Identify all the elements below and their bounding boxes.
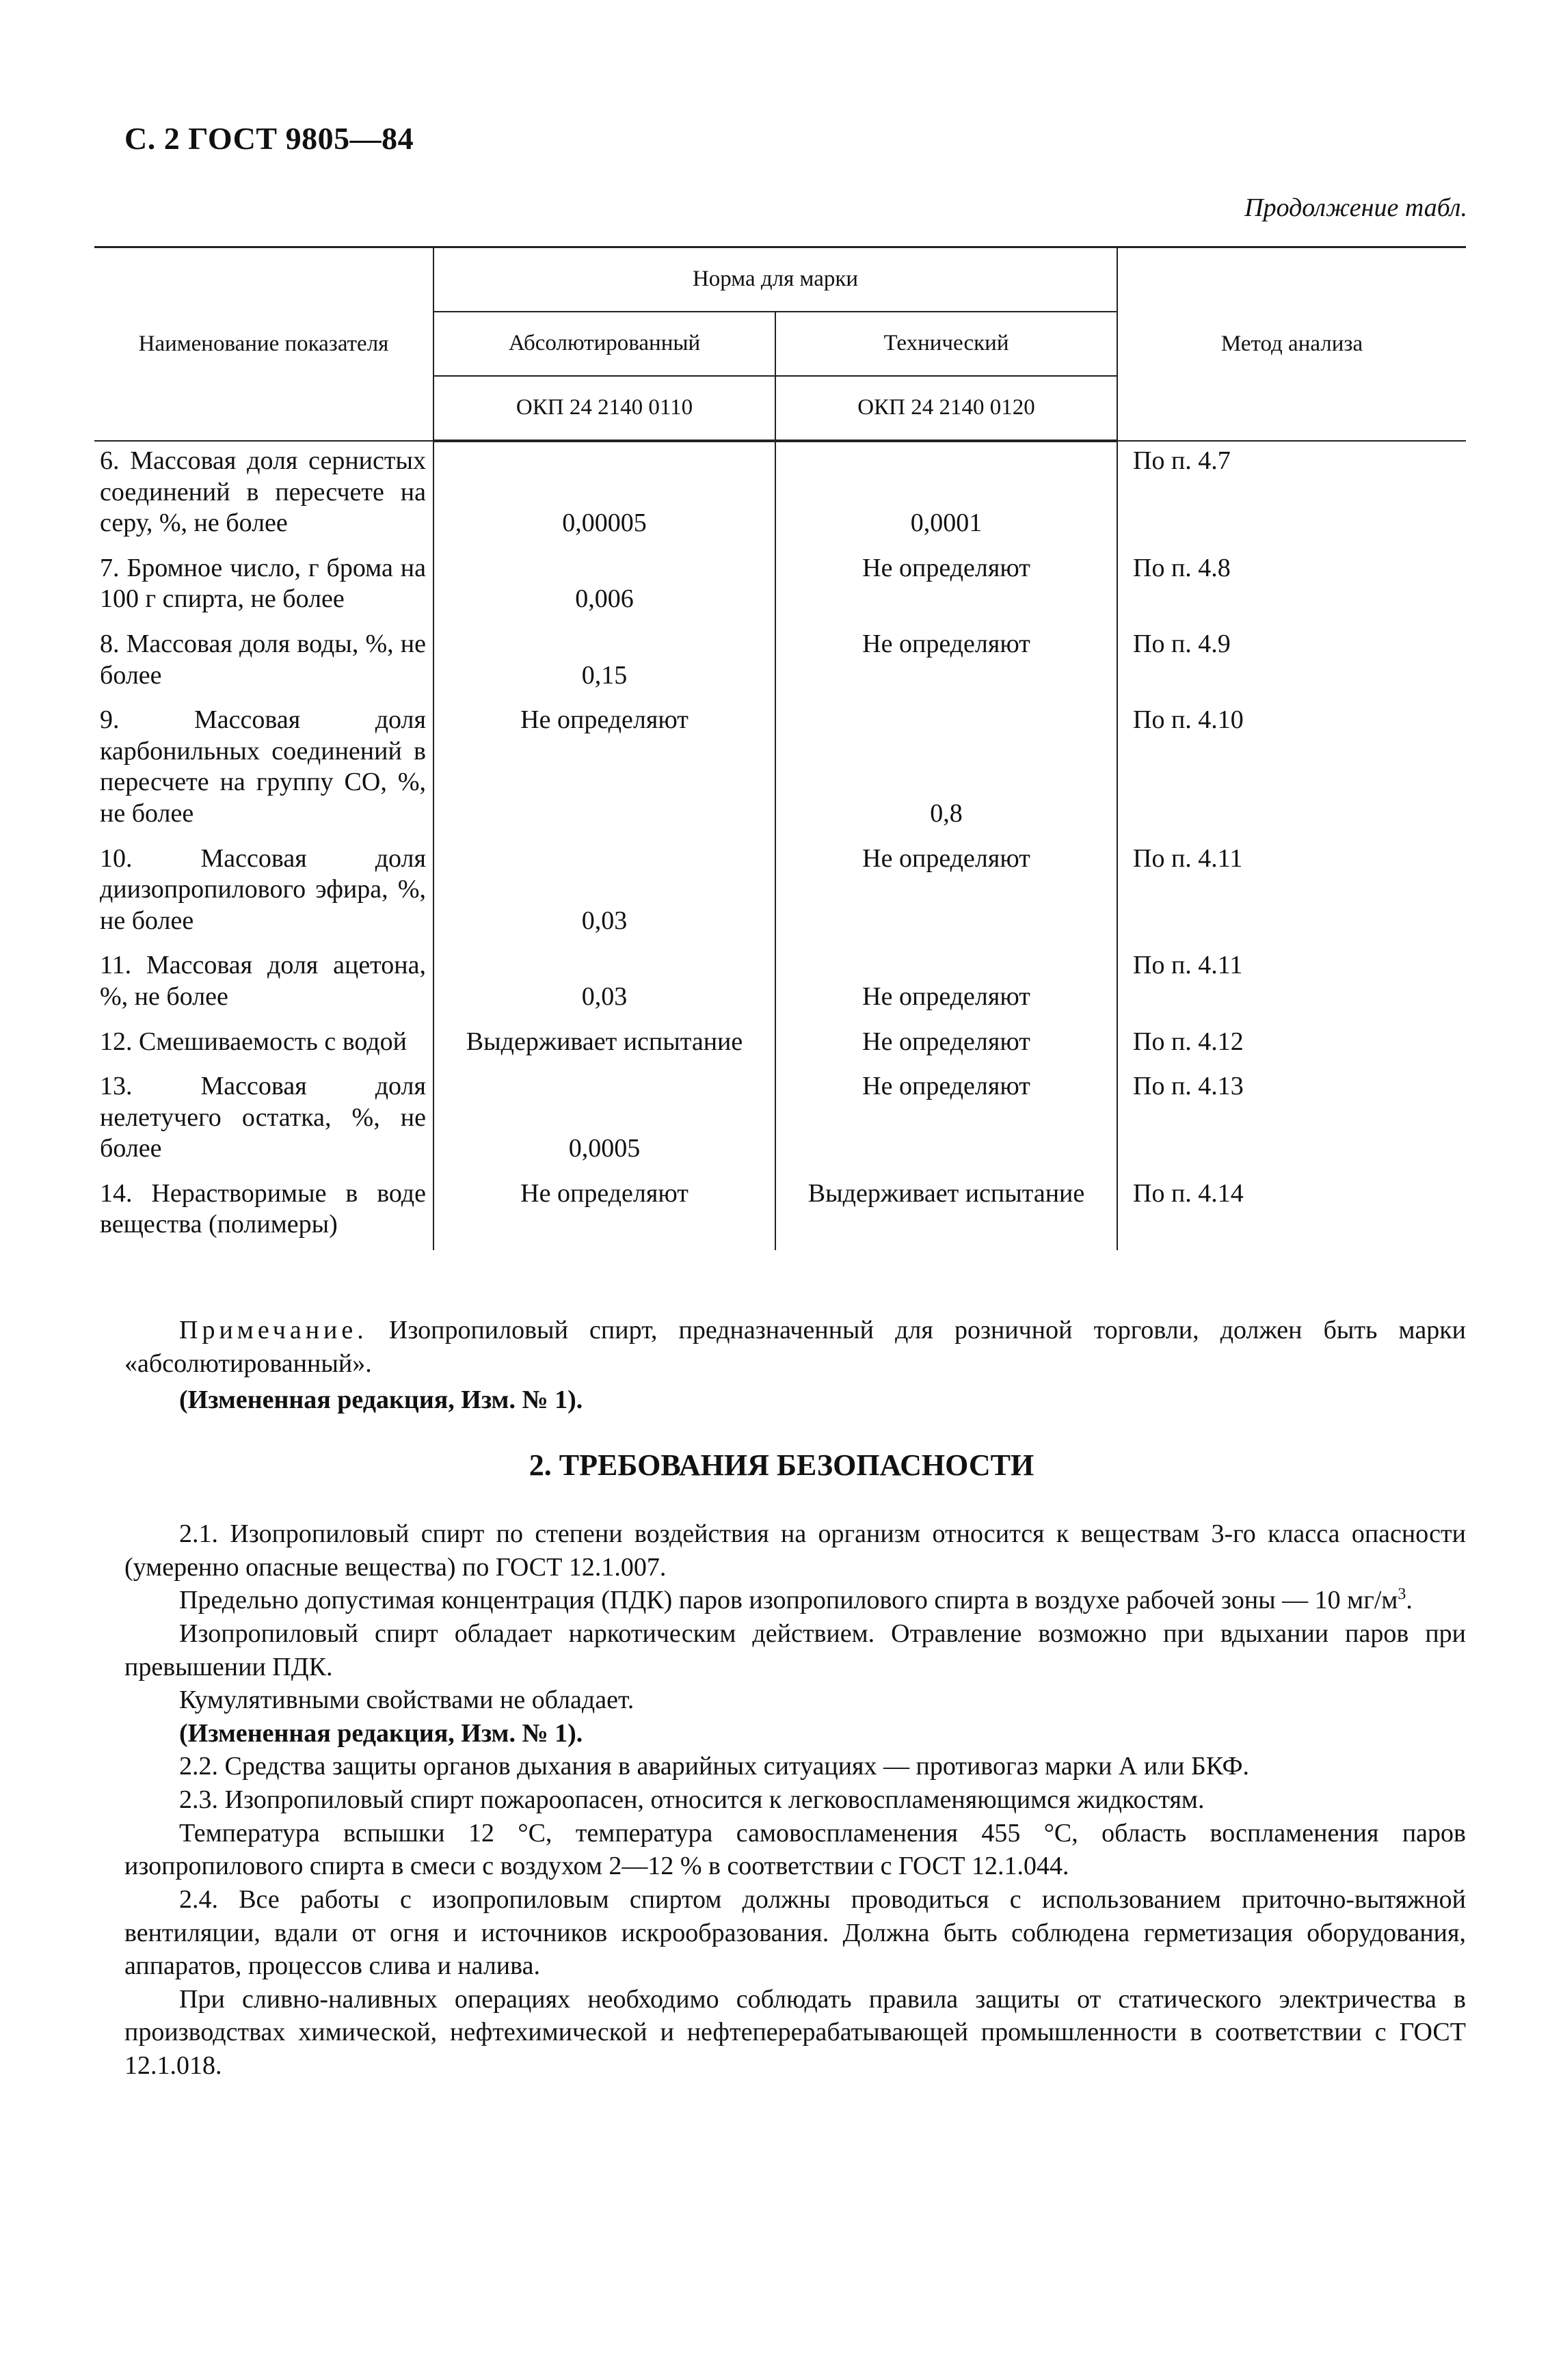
paragraph: 2.2. Средства защиты органов дыхания в аварийных ситуациях — противогаз марки А или БКФ. (179, 1752, 1249, 1781)
row-value-absolute: Не определяют (433, 701, 775, 839)
row-value-technical: Не определяют (775, 946, 1117, 1022)
section-body (124, 1517, 1466, 2083)
row-name: 10. Массовая доля диизопропилового эфира, %, не более (94, 839, 433, 947)
row-value-technical: 0,8 (775, 701, 1117, 839)
row-name: 6. Массовая доля сернистых соединений в пересчете на серу, %, не более (94, 441, 433, 549)
row-name: 9. Массовая доля карбонильных соединений в пересчете на группу СО, %, не более (94, 701, 433, 839)
amendment-note: (Измененная редакция, Изм. № 1). (179, 1385, 583, 1414)
row-value-absolute: 0,03 (433, 839, 775, 947)
paragraph: Кумулятивными свойствами не обладает. (179, 1686, 634, 1715)
paragraph-text: Предельно допустимая концентрация (ПДК) паров изопропилового спирта в воздухе рабочей зоны — 10 мг/м (179, 1586, 1398, 1615)
row-name: 11. Массовая доля ацетона, %, не более (94, 946, 433, 1022)
table-row (94, 1067, 1466, 1174)
row-value-absolute: Выдерживает испытание (433, 1023, 775, 1068)
row-method: По п. 4.14 (1117, 1174, 1466, 1250)
row-name: 12. Смешиваемость с водой (94, 1023, 433, 1068)
row-method: По п. 4.11 (1117, 839, 1466, 947)
amendment-note: (Измененная редакция, Изм. № 1). (179, 1718, 583, 1748)
row-value-technical: Не определяют (775, 1067, 1117, 1174)
row-method: По п. 4.7 (1117, 441, 1466, 549)
table-row (94, 1023, 1466, 1068)
table-row (94, 701, 1466, 839)
row-value-absolute: 0,0005 (433, 1067, 775, 1174)
row-method: По п. 4.12 (1117, 1023, 1466, 1068)
header-grade-absolute: Абсолютированный (433, 312, 775, 376)
row-value-absolute: Не определяют (433, 1174, 775, 1250)
row-value-technical: Не определяют (775, 549, 1117, 625)
paragraph: Температура вспышки 12 °С, температура самовоспламенения 455 °С, область воспламенения паров изопропилового спирта в смеси с воздухом 2—12 % в соответствии с ГОСТ 12.1.044. (124, 1818, 1466, 1881)
row-value-technical: Не определяют (775, 625, 1117, 701)
page-header: С. 2 ГОСТ 9805—84 (124, 121, 414, 156)
header-okp-absolute: ОКП 24 2140 0110 (433, 376, 775, 441)
spec-table-container (94, 246, 1466, 1250)
header-grade-norm: Норма для марки (433, 247, 1117, 312)
header-method: Метод анализа (1117, 247, 1466, 442)
row-value-technical: Выдерживает испытание (775, 1174, 1117, 1250)
row-method: По п. 4.10 (1117, 701, 1466, 839)
table-continuation-label: Продолжение табл. (1244, 193, 1467, 222)
header-grade-technical: Технический (775, 312, 1117, 376)
table-row (94, 549, 1466, 625)
row-method: По п. 4.9 (1117, 625, 1466, 701)
row-value-technical: 0,0001 (775, 441, 1117, 549)
note-label: Примечание. (179, 1316, 368, 1344)
header-okp-technical: ОКП 24 2140 0120 (775, 376, 1117, 441)
row-value-absolute: 0,03 (433, 946, 775, 1022)
row-method: По п. 4.11 (1117, 946, 1466, 1022)
table-row (94, 1174, 1466, 1250)
row-value-absolute: 0,006 (433, 549, 775, 625)
row-method: По п. 4.13 (1117, 1067, 1466, 1174)
row-method: По п. 4.8 (1117, 549, 1466, 625)
table-row (94, 946, 1466, 1022)
paragraph: 2.1. Изопропиловый спирт по степени воздействия на организм относится к веществам 3-го класса опасности (умеренно опасные вещества) по ГОСТ 12.1.007. (124, 1519, 1466, 1582)
section-title: 2. ТРЕБОВАНИЯ БЕЗОПАСНОСТИ (529, 1448, 1034, 1482)
row-value-technical: Не определяют (775, 839, 1117, 947)
row-name: 7. Бромное число, г брома на 100 г спирта, не более (94, 549, 433, 625)
row-name: 13. Массовая доля нелетучего остатка, %, не более (94, 1067, 433, 1174)
note-text: Изопропиловый спирт, предназначенный для розничной торговли, должен быть марки «абсолютированный». (124, 1316, 1466, 1378)
superscript: 3 (1398, 1585, 1406, 1604)
paragraph: 2.3. Изопропиловый спирт пожароопасен, относится к легковоспламеняющимся жидкостям. (179, 1785, 1205, 1814)
header-indicator-name: Наименование показателя (94, 247, 433, 442)
paragraph: Изопропиловый спирт обладает наркотическим действием. Отравление возможно при вдыхании паров при превышении ПДК. (124, 1619, 1466, 1681)
table-row (94, 625, 1466, 701)
table-row (94, 839, 1466, 947)
row-value-absolute: 0,15 (433, 625, 775, 701)
paragraph: 2.4. Все работы с изопропиловым спиртом должны проводиться с использованием приточно-вытяжной вентиляции, вдали от огня и источников искрообразования. Должна быть соблюдена герметизация оборудования, аппаратов, процессов слива и налива. (124, 1884, 1466, 1981)
table-note (124, 1314, 1466, 1380)
paragraph-end: . (1406, 1586, 1413, 1615)
paragraph: При сливно-наливных операциях необходимо соблюдать правила защиты от статического электричества в производствах химической, нефтехимической и нефтеперерабатывающей промышленности в соответствии с ГОСТ 12.1.018. (124, 1984, 1466, 2080)
row-value-technical: Не определяют (775, 1023, 1117, 1068)
row-name: 8. Массовая доля воды, %, не более (94, 625, 433, 701)
row-value-absolute: 0,00005 (433, 441, 775, 549)
table-row (94, 441, 1466, 549)
paragraph-pdk (124, 1584, 1466, 1617)
row-name: 14. Нерастворимые в воде вещества (полимеры) (94, 1174, 433, 1250)
spec-table (94, 246, 1466, 1250)
